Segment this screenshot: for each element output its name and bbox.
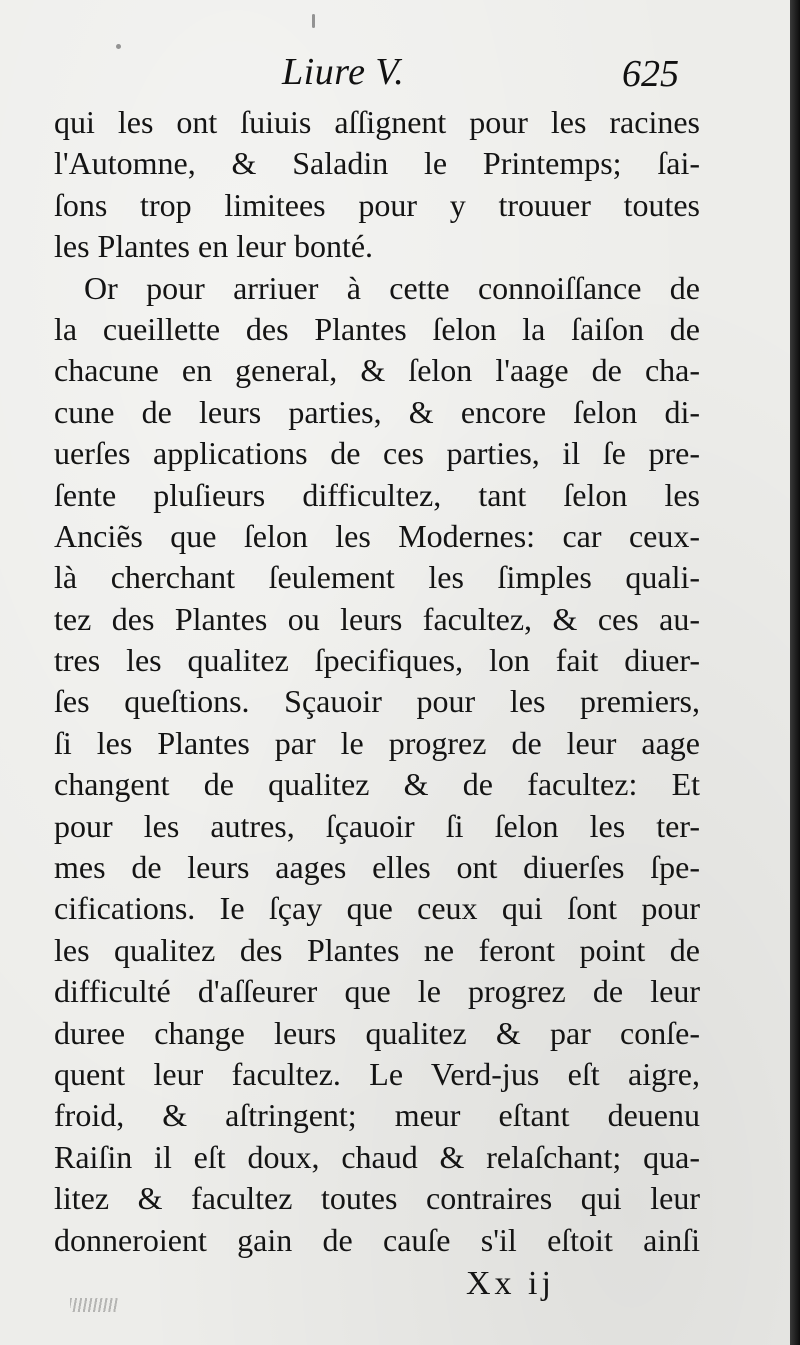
text-line: ſi les Plantes par le progrez de leur aage bbox=[54, 724, 700, 761]
text-line: ſente pluſieurs difficultez, tant ſelon les bbox=[54, 476, 700, 513]
text-line: la cueillette des Plantes ſelon la ſaiſon de bbox=[54, 310, 700, 347]
text-line: tres les qualitez ſpecifiques, lon fait diuer- bbox=[54, 642, 700, 679]
page-edge-shadow bbox=[790, 0, 800, 1345]
text-line: mes de leurs aages elles ont diuerſes ſpe- bbox=[54, 849, 700, 886]
text-line: ſons trop limitees pour y trouuer toutes bbox=[54, 186, 700, 223]
page-header bbox=[0, 50, 790, 100]
text-line: froid, & aſtringent; meur eſtant deuenu bbox=[54, 1097, 700, 1134]
text-line: là cherchant ſeulement les ſimples quali- bbox=[54, 559, 700, 596]
text-line: cifications. Ie ſçay que ceux qui ſont pour bbox=[54, 890, 700, 927]
text-line: uerſes applications de ces parties, il ſe pre- bbox=[54, 435, 700, 472]
text-line: l'Automne, & Saladin le Printemps; ſai- bbox=[54, 145, 700, 182]
ink-speck bbox=[312, 14, 315, 28]
text-line: Or pour arriuer à cette connoiſſance de bbox=[84, 269, 700, 306]
text-line: quent leur facultez. Le Verd-jus eſt aigre, bbox=[54, 1055, 700, 1092]
ink-smudge bbox=[70, 1298, 118, 1312]
page-number: 625 bbox=[622, 53, 679, 95]
ink-speck bbox=[116, 44, 121, 49]
body-text bbox=[54, 102, 700, 1261]
running-title: Liure V. bbox=[282, 51, 405, 93]
text-line: les Plantes en leur bonté. bbox=[54, 228, 374, 265]
text-line: les qualitez des Plantes ne feront point de bbox=[54, 931, 700, 968]
text-line: chacune en general, & ſelon l'aage de cha- bbox=[54, 352, 700, 389]
text-line: pour les autres, ſçauoir ſi ſelon les ter- bbox=[54, 807, 700, 844]
text-line: duree change leurs qualitez & par conſe- bbox=[54, 1014, 700, 1051]
signature-mark: Xx ij bbox=[466, 1265, 555, 1302]
text-line: difficulté d'aſſeurer que le progrez de leur bbox=[54, 973, 700, 1010]
text-line: Raiſin il eſt doux, chaud & relaſchant; qua- bbox=[54, 1138, 700, 1175]
text-line: cune de leurs parties, & encore ſelon di- bbox=[54, 393, 700, 430]
text-line: tez des Plantes ou leurs facultez, & ces au- bbox=[54, 600, 700, 637]
text-line: litez & facultez toutes contraires qui leur bbox=[54, 1180, 700, 1217]
text-line: qui les ont ſuiuis aſſignent pour les racines bbox=[54, 104, 700, 140]
text-line: Anciẽs que ſelon les Modernes: car ceux- bbox=[54, 517, 700, 554]
text-line: changent de qualitez & de facultez: Et bbox=[54, 766, 700, 803]
text-line: donneroient gain de cauſe s'il eſtoit ainſi bbox=[54, 1221, 700, 1258]
text-line: ſes queſtions. Sçauoir pour les premiers, bbox=[54, 683, 700, 720]
